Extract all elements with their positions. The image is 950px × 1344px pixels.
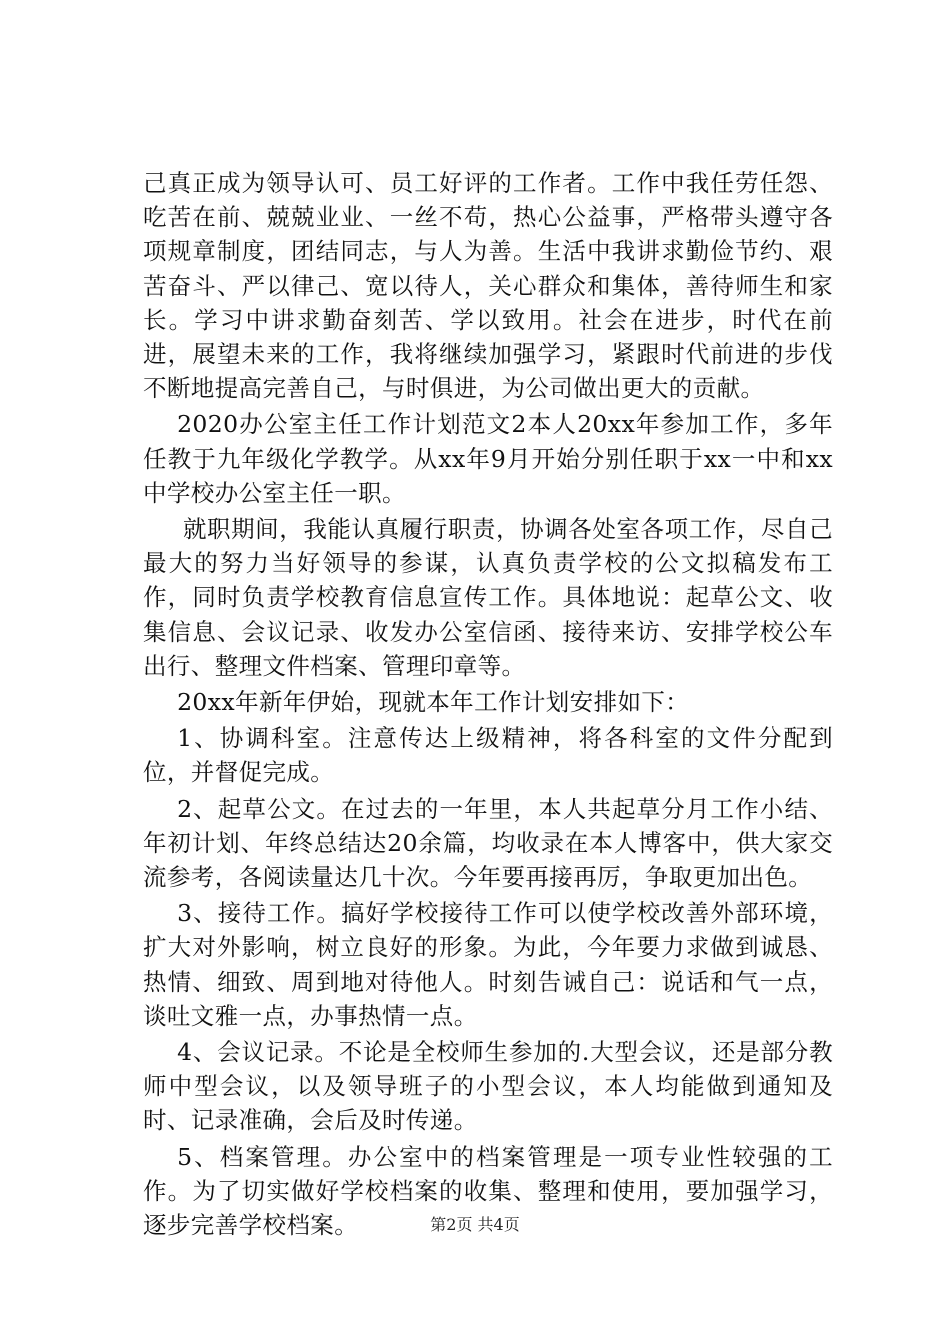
- paragraph-item-1: 1、协调科室。注意传达上级精神，将各科室的文件分配到位，并督促完成。: [143, 724, 833, 787]
- paragraph-item-4: 4、会议记录。不论是全校师生参加的.大型会议，还是部分教师中型会议，以及领导班子的小型会议，本人均能做到通知及时、记录准确，会后及时传递。: [143, 1038, 833, 1135]
- page-number-footer: 第2页 共4页: [430, 1215, 520, 1234]
- paragraph-continuation: 己真正成为领导认可、员工好评的工作者。工作中我任劳任怨、吃苦在前、兢兢业业、一丝不苟，热心公益事，严格带头遵守各项规章制度，团结同志，与人为善。生活中我讲求勤俭节约、艰苦奋斗、严以律己、宽以待人，关心群众和集体，善待师生和家长。学习中讲求勤奋刻苦、学以致用。社会在进步，时代在前进，展望未来的工作，我将继续加强学习，紧跟时代前进的步伐不断地提高完善自己，与时俱进，为公司做出更大的贡献。: [143, 169, 833, 403]
- paragraph-duties: 就职期间，我能认真履行职责，协调各处室各项工作，尽自己最大的努力当好领导的参谋，认真负责学校的公文拟稿发布工作，同时负责学校教育信息宣传工作。具体地说：起草公文、收集信息、会议记录、收发办公室信函、接待来访、安排学校公车出行、整理文件档案、管理印章等。: [143, 515, 833, 680]
- paragraph-plan-intro: 2020办公室主任工作计划范文2本人20xx年参加工作，多年任教于九年级化学教学。从xx年9月开始分别任职于xx一中和xx中学校办公室主任一职。: [143, 410, 833, 507]
- paragraph-item-5: 5、档案管理。办公室中的档案管理是一项专业性较强的工作。为了切实做好学校档案的收集、整理和使用，要加强学习，逐步完善学校档案。: [143, 1142, 833, 1240]
- paragraph-plan-heading: 20xx年新年伊始，现就本年工作计划安排如下：: [177, 688, 690, 717]
- paragraph-item-3: 3、接待工作。搞好学校接待工作可以使学校改善外部环境，扩大对外影响，树立良好的形象。为此，今年要力求做到诚恳、热情、细致、周到地对待他人。时刻告诫自己：说话和气一点，谈吐文雅一点，办事热情一点。: [143, 899, 833, 1030]
- paragraph-item-2: 2、起草公文。在过去的一年里，本人共起草分月工作小结、年初计划、年终总结达20余篇，均收录在本人博客中，供大家交流参考，各阅读量达几十次。今年要再接再厉，争取更加出色。: [143, 794, 833, 892]
- document-body: [143, 166, 833, 1242]
